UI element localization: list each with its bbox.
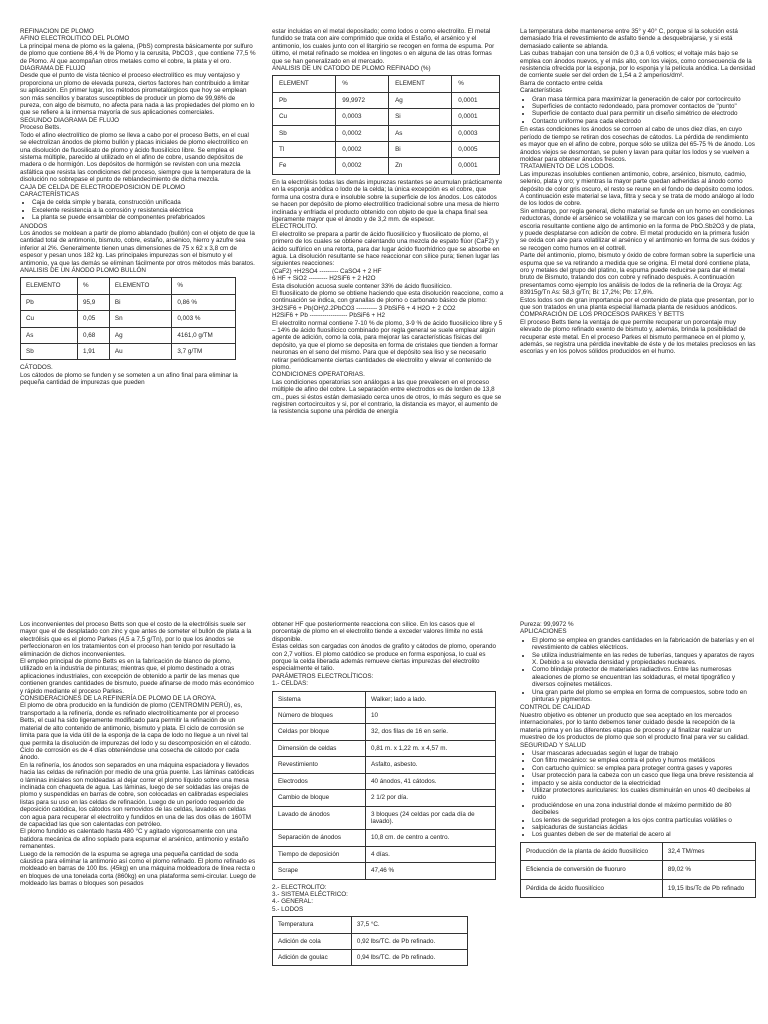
table-row	[273, 691, 496, 707]
table-cell: Temperatura	[273, 917, 352, 933]
section-heading: CONDICIONES OPERATORIAS.	[272, 371, 365, 379]
table-cell: Scrape	[273, 863, 366, 879]
table-cell: Dimensión de celdas	[273, 740, 366, 756]
table-cell: Cu	[273, 109, 336, 125]
section-heading: APLICACIONES	[520, 628, 567, 636]
paragraph: H2SiF6 + Pb ------------------ PbSiF6 + H2	[272, 312, 385, 320]
bullet-item: • Superficies de contacto redondeado, para promover contactos de "punto"	[532, 103, 756, 110]
table-row	[273, 806, 496, 830]
section-heading: SEGUNDO DIAGRAMA DE FLUJO	[20, 116, 120, 124]
table-cell: Ag	[389, 92, 452, 108]
paragraph: El electrolito se prepara a partir de ácido fluosilícico y fluosilicato de plomo, el primero de los cuales se obtiene calentando una mezcla de espato flúor (CaF2) y ácido sulfúrico en una retorta, para dar lugar ácido fluorhídrico que se absorbe en agua. La disolución resultante se hace reaccionar con sílice pura; tienen lugar las siguientes reacciones:	[272, 230, 500, 268]
table-row	[273, 724, 496, 740]
paragraph: (CaF2) +H2SO4 --------- CaSO4 + 2 HF	[272, 267, 382, 275]
bullet-item: • La planta se puede ensamblar de componentes prefabricados	[32, 214, 256, 221]
section-heading: ANALISIS DE UN CATODO DE PLOMO REFINADO (%)	[272, 65, 431, 73]
table-cell: Adición de goulac	[273, 949, 352, 965]
table-row	[273, 933, 468, 949]
table-row	[273, 949, 468, 965]
table-row	[273, 92, 500, 108]
table-cell: 0,0005	[452, 142, 500, 158]
table-row	[273, 158, 500, 174]
paragraph: Todo el afino electrolítico de plomo se lleva a cabo por el proceso Betts, en el cual se electrolizan ánodos de plomo bullón y placas iniciales de plomo electrolítico en una disolución de fluosilicato de plomo y ácido fluosilícico libre. Se emplea el sistema múltiple, parecido al utilizado en el afino de cobre, usando depósitos de madera o de hormigón. Los depósitos de hormigón se revisten con una mezcla asfáltica que resista las condiciones del proceso, siempre que la temperatura de la disolución no sobrepase el punto de reblandecimiento de dicha mezcla.	[20, 131, 251, 184]
table-cell: Zn	[389, 158, 452, 174]
bullet-list	[520, 750, 756, 839]
table-cell: Cu	[21, 311, 78, 327]
bullet-list	[520, 637, 756, 704]
table-cell: Lavado de ánodos	[273, 806, 366, 830]
section-heading: 3.- SISTEMA ELÉCTRICO:	[272, 890, 348, 898]
column-3	[520, 28, 756, 573]
table-cell: Asfalto, asbesto.	[366, 757, 496, 773]
paragraph: Sin embargo, por regla general, dicho material se funde en un horno en condiciones reductoras, donde el arsénico se volatiliza y se marcan con los gases del horno. La escoria resultante contiene algo de antimonio en la forma de PbO.Sb2O3 y de plata, y puede desplatarse con adición de cobre. El metal producido en la primera fusión se oxida con aire para volatilizar el arsénico y el antimonio en forma de sus óxidos y se recogen como humos en el cottrell.	[520, 207, 756, 252]
table-row	[21, 327, 236, 343]
bullet-item: • Con filtro mecánico: se emplea contra el polvo y humos metálicos	[532, 757, 756, 764]
paragraph: Las condiciones operatorias son análogas a las que prevalecen en el proceso múltiple de afino del cobre. La separación entre electrodos es de lorden de 13,8 cm., pues si éstos están demasiado cerca unos de otros, lo más seguro es que se registren cortocircuitos y si, por el contrario, la distancia es mayor, el aumento de la resistencia supone una pérdida de energía	[272, 378, 502, 416]
table-cell: 0,0003	[336, 109, 389, 125]
table-cell: 4 días.	[366, 846, 496, 862]
table-cell: 95,9	[78, 294, 110, 310]
section-heading: REFINACION DE PLOMO	[20, 28, 94, 35]
table-cell: Bi	[109, 294, 171, 310]
table-row	[273, 790, 496, 806]
table-cell: 0,86 %	[172, 294, 236, 310]
table-cell: 0,0002	[336, 142, 389, 158]
data-table	[272, 75, 500, 174]
data-table	[20, 277, 236, 360]
table-cell: Tiempo de deposición	[273, 846, 366, 862]
section-heading: CARACTERÍSTICAS	[20, 190, 80, 198]
paragraph: En estas condiciones los ánodos se corroen al cabo de unos diez días, en cuyo período de tiempo se retiran dos cosechas de cátodos. La pérdida de rendimiento es mayor que en el afino de cobre, porque sólo se utiliza del 65-75 % de ánodo. Los ánodos viejos se desmontan, se pulen y lavan para quitar los lodos y se vuelven a moldear para obtener ánodos frescos.	[520, 126, 755, 163]
bullet-item: • Con cartucho químico: se emplea para proteger contra gases y vapores	[532, 765, 756, 772]
paragraph: Pureza: 99,9972 %	[520, 621, 574, 628]
table-cell: ELEMENTO	[21, 278, 78, 294]
table-row	[521, 861, 756, 879]
table-cell: 0,0001	[452, 92, 500, 108]
paragraph: El plomo fundido es calentado hasta 480 °C y agitado vigorosamente con una batidora mecánica de afino soplado para espumar el arsénico, antimonio y estaño remanentes.	[20, 828, 249, 851]
column-6	[520, 621, 756, 1024]
section-heading: CONTROL DE CALIDAD	[520, 704, 591, 712]
paragraph: estar incluidas en el metal depositado; como lodos o como electrolito. El metal fundido se trata con aire comprimido que oxida el Estaño, el arsénico y el antimonio, los cuales junto con el litargirio se recogen en forma de espuma. Por último, el metal refinado se moldea en lingotes o en alguna de las otras formas que se han generalizado en el mercado.	[272, 28, 495, 65]
paragraph: 6 HF + SiO2 --------- H2SiF6 + 2 H2O	[272, 275, 376, 283]
table-cell: Si	[389, 109, 452, 125]
paragraph: Los inconvenientes del proceso Betts son que el costo de la electrólisis suele ser mayor que el de desplatado con zinc y que antes de someter el bullón de plata a la electrólisis que es el plomo Parkes (4,5 a 7,5 g/Tn), por lo que los ánodos se perfeccionaron en los tratamientos con el proceso han tenido por resultado la eliminación de dichos inconvenientes.	[20, 621, 252, 658]
table-cell: Eficiencia de conversión de fluoruro	[521, 861, 663, 879]
table-cell: ELEMENTO	[109, 278, 171, 294]
table-cell: 32,4 TM/mes	[662, 842, 755, 860]
bullet-item: • Como blindaje protector de materiales radiactivos. Entre las numerosas aleaciones de plomo se encuentran las soldaduras, el metal tipográfico y diversos cojinetes metálicos.	[532, 666, 756, 688]
table-row	[273, 142, 500, 158]
table-cell: Número de bloques	[273, 708, 366, 724]
paragraph: obtener HF que posteriormente reacciona con sílice. En los casos que el porcentaje de plomo en el electrolito tiende a exceder valores límite no está disponible.	[272, 621, 483, 643]
table-cell: 32, dos filas de 16 en serie.	[366, 724, 496, 740]
paragraph: Parte del antimonio, plomo, bismuto y óxido de cobre forman sobre la superficie una espuma que se va retirando a medida que se origina. El metal doré contiene plata, oro y metales del grupo del platino, la espuma puede reducirse para dar el metal bruto de Bismuto, tratando dos con cobre y refinado después. A continuación presentamos como ejemplo los análisis de lodos de la refinería de la Oroya: Ag: 83915g/Tn As: 58,3 g/Tn; Bi: 17,2%; Pb: 17,6%.	[520, 252, 755, 297]
table-cell: As	[21, 327, 78, 343]
section-heading: ANODOS	[20, 222, 48, 230]
paragraph: El fluosilicato de plomo se obtiene haciendo que esta disolución reaccione, como a continuación se indica, con granallas de plomo o carbonato básico de plomo:	[272, 289, 504, 305]
table-cell: Adición de cola	[273, 933, 352, 949]
bullet-item: • Superficie de contacto dual para permitir un diseño simétrico de electrodo	[532, 110, 756, 117]
table-cell: Sb	[21, 344, 78, 360]
section-heading: 2.- ELECTROLITO:	[272, 883, 327, 891]
table-row	[273, 773, 496, 789]
column-2	[272, 28, 504, 573]
section-heading: CAJA DE CELDA DE ELECTRODEPOSICION DE PLOMO	[20, 183, 186, 191]
table-cell: Bi	[389, 142, 452, 158]
table-cell: 0,94 lbs/TC. de Pb refinado.	[351, 949, 467, 965]
table-cell: ELEMENT	[273, 76, 336, 92]
table-cell: Celdas por bloque	[273, 724, 366, 740]
section-heading: ELECTROLITO.	[272, 223, 318, 231]
table-cell: Separación de ánodos	[273, 830, 366, 846]
paragraph: Las cubas trabajan con una tensión de 0,3 a 0,6 voltios; el voltaje más bajo se emplea con ánodos nuevos, y el más alto, con los viejos, como consecuencia de la resistencia ofrecida por la esponja, por lo esponja y la película anódica. La densidad de corriente suele ser del orden de 1,54 a 2 amperios/dm².	[520, 50, 756, 80]
bullet-item: • Contacto uniforme para cada electrodo	[532, 118, 756, 125]
paragraph: Los ánodos se moldean a partir de plomo ablandado (bullón) con el objeto de que la cantidad total de antimonio, bismuto, cobre, estaño, arsénico, hierro y azufre sea inferior al 2%. Generalmente tienen unas dimensiones de 75 x 62 x 3,8 cm de espesor y pesan unos 182 kg. Las principales impurezas son el bismuto y el antimonio, ya que las demás se eliminan fácilmente por otros métodos más baratos.	[20, 229, 255, 267]
section-heading: SEGURIDAD Y SALUD	[520, 741, 586, 749]
table-row	[273, 757, 496, 773]
table-row	[21, 344, 236, 360]
table-row	[273, 76, 500, 92]
section-heading: ANALISIS DE UN ÁNODO PLOMO BULLÓN	[20, 267, 146, 274]
table-cell: As	[389, 125, 452, 141]
bullet-item: • Gran masa térmica para maximizar la generación de calor por cortocircuito	[532, 96, 756, 103]
paragraph: Esta disolución acuosa suele contener 33% de ácido fluosilícico.	[272, 282, 452, 290]
table-cell: Pb	[21, 294, 78, 310]
paragraph: Estos lodos son de gran importancia por el contenido de plata que presentan, por lo que son tratados en una planta especial llamada planta de residuos anódicos.	[520, 296, 754, 312]
data-table	[272, 916, 468, 966]
table-row	[273, 740, 496, 756]
bullet-item: • Los lentes de seguridad protegen a los ojos contra partículas volátiles o	[532, 817, 756, 824]
section-heading: COMPARACIÓN DE LOS PROCESOS PARKES Y BETTS	[520, 311, 684, 319]
table-cell: 0,0001	[452, 158, 500, 174]
paragraph: El empleo principal de plomo Betts es en la fabricación de blanco de plomo, utilizado en la industria de pinturas; mientras que, el plomo destinado a otras aplicaciones industriales, con excepción de obtenido a partir de las menas que contienen grandes cantidades de bismuto, puede afinarse de modo más económico y rápido mediante el proceso Parkes.	[20, 658, 254, 695]
table-cell: Walker; lado a lado.	[366, 691, 496, 707]
table-cell: Revestimiento	[273, 757, 366, 773]
table-cell: %	[78, 278, 110, 294]
paragraph: El electrolito normal contiene 7-10 % de plomo, 3-9 % de ácido fluosilícico libre y 5 – 14% de ácido fluosilícico combinado por regla general se suele emplear algún agente de adición, como la cola, para mejorar las características físicas del depósito, ya que el plomo se deposita en forma de cristales que tienden a formar neuronas en el seno del mismo. Para que el depósito sea liso y se necesario retirar periódicamente ciertas cantidades de electrolito y elevar el contenido de plomo.	[272, 319, 503, 372]
section-heading: CÁTODOS.	[20, 364, 53, 372]
table-cell: Electrodos	[273, 773, 366, 789]
paragraph: El plomo de obra producido en la fundición de plomo (CENTROMIN PERÚ), es, transportado a la refinería, donde es refinado electrolíticamente por el proceso Betts, el cual ha sido ligeramente modificado para permitir la refinación de un material de alto contenido de antimonio, bismuto y plata. El ciclo de corrosión se limita para que la vida útil de la esponja de la capa de lodo no llegue a un nivel tal que permita la disolución de impurezas del lodo y su descomposición en el cátodo. Ciclo de corrosión es de 4 días obteniéndose una cosecha de cátodo por cada ánodo.	[20, 702, 252, 762]
paragraph: Nuestro objetivo es obtener un producto que sea aceptado en los mercados internacionales, por lo tanto debemos tener cuidado desde la recepción de la materia prima y en las diferentes etapas de proceso y al finalizar realizar un muestreo de los productos de plomo que son el producto final para ver su calidad.	[520, 711, 749, 742]
bullet-list	[520, 96, 756, 126]
section-heading: Características	[520, 87, 562, 95]
paragraph: Estas celdas son cargadas con ánodos de grafito y cátodos de plomo, operando con 2,7 voltios. El plomo catódico se produce en forma esponjosa, lo cual es porque la celda liberada además remueve ciertas impurezas del electrolito especialmente el talio.	[272, 643, 497, 673]
bullet-item: • El plomo se emplea en grandes cantidades en la fabricación de baterías y en el revestimiento de cables eléctricos.	[532, 637, 756, 652]
table-row	[21, 278, 236, 294]
paragraph: Los cátodos de plomo se funden y se someten a un afino final para eliminar la pequeña cantidad de impurezas que pueden	[20, 371, 238, 387]
table-cell: 0,0003	[452, 125, 500, 141]
section-heading: DIAGRAMA DE FLUJO	[20, 65, 86, 73]
table-cell: Pb	[273, 92, 336, 108]
bullet-item: • produciéndose en una zona industrial donde el máximo permitido de 80 decibeles	[532, 802, 756, 817]
table-cell: 0,68	[78, 327, 110, 343]
bullet-item: • Usar mascaras adecuadas según el lugar de trabajo	[532, 750, 756, 757]
bullet-item: • Usar protección para la cabeza con un casco que llega una breve resistencia al	[532, 772, 756, 779]
table-cell: Sn	[109, 311, 171, 327]
table-cell: 0,81 m. x 1,22 m. x 4,57 m.	[366, 740, 496, 756]
table-cell: 1,91	[78, 344, 110, 360]
bullet-list	[20, 199, 256, 221]
table-row	[273, 917, 468, 933]
table-cell: Au	[109, 344, 171, 360]
table-cell: Fe	[273, 158, 336, 174]
table-cell: Pérdida de ácido fluosilícico	[521, 879, 663, 897]
bullet-item: • impacto y se aisla conductor de la electricidad	[532, 780, 756, 787]
section-heading: 1.- CELDAS:	[272, 680, 309, 688]
table-cell: %	[336, 76, 389, 92]
table-cell: 4161,0 g/TM	[172, 327, 236, 343]
table-cell: Sb	[273, 125, 336, 141]
table-cell: 3 bloques (24 celdas por cada día de lavado).	[366, 806, 496, 830]
table-cell: 0,05	[78, 311, 110, 327]
paragraph: Las impurezas insolubles contienen antimonio, cobre, arsénico, bismuto, cadmio, selenio, plata y oro; y mientras la mayor parte quedan adheridas al ánodo como depósito de color gris oscuro, el resto se reune en el fondo de depósito como lodos. A continuación este material se lava, filtra y seca y se trata de modo análogo al lodo de los lodos de cobre.	[520, 170, 755, 208]
table-row	[273, 109, 500, 125]
bullet-item: • Una gran parte del plomo se emplea en forma de compuestos, sobre todo en pinturas y pigmentos.	[532, 689, 756, 704]
table-cell: Producción de la planta de ácido fluosilícico	[521, 842, 663, 860]
paragraph: Barra de contacto entre celda	[520, 79, 603, 87]
table-cell: 10,8 cm. de centro a centro.	[366, 830, 496, 846]
section-heading: CONSIDERACIONES DE LA REFINERÍA DE PLOMO DE LA OROYA.	[20, 695, 217, 703]
table-cell: 0,0002	[336, 125, 389, 141]
table-cell: 99,9972	[336, 92, 389, 108]
table-cell: 3,7 g/TM	[172, 344, 236, 360]
table-cell: %	[452, 76, 500, 92]
bullet-item: • Se utiliza industrialmente en las redes de tuberías, tanques y aparatos de rayos X. Debido a su elevada densidad y propiedades nucleares.	[532, 652, 756, 667]
column-4	[20, 621, 256, 1024]
section-heading: PARÁMETROS ELECTROLÍTICOS:	[272, 672, 374, 680]
table-cell: Sistema	[273, 691, 366, 707]
table-cell: 0,0002	[336, 158, 389, 174]
table-cell: Cambio de bloque	[273, 790, 366, 806]
column-5	[272, 621, 504, 1024]
table-row	[21, 294, 236, 310]
table-row	[273, 830, 496, 846]
table-row	[521, 842, 756, 860]
table-cell: 0,003 %	[172, 311, 236, 327]
section-heading: 4.- GENERAL:	[272, 898, 313, 906]
paragraph: Luego de la remoción de la espuma se agrega una pequeña cantidad de soda cáustica para eliminar la antimonio así como el plomo refinado. El plomo refinado es moldeado en barras de 100 lbs. (45kg) en una máquina moldeadora de línea recta o en bloques de una tonelada corta (860kg) en una plataforma semi-circular. Luego de moldeado las barras o bloques son pesados	[20, 850, 256, 888]
table-cell: Ag	[109, 327, 171, 343]
table-row	[521, 879, 756, 897]
bullet-item: • Utilizar protectores auriculares: los cuales disminuirán en unos 40 decibeles al ruido	[532, 787, 756, 802]
bullet-item: • Los guantes deben de ser de material de acero al	[532, 831, 756, 838]
section-heading: 5.- LODOS	[272, 905, 304, 913]
table-cell: 0,92 lbs/TC. de Pb refinado.	[351, 933, 467, 949]
table-cell: 40 ánodos, 41 cátodos.	[366, 773, 496, 789]
bullet-item: • Excelente resistencia a la corrosión y resistencia eléctrica	[32, 207, 256, 214]
table-cell: 19,15 lbs/Tc de Pb refinado	[662, 879, 755, 897]
paragraph: El proceso Betts tiene la ventaja de que permite recuperar un porcentaje muy elevado de plomo refinado exento de bismuto y, además, brinda la posibilidad de recuperar este metal. En el proceso Parkes el bismuto permanece en el plomo y, además, se registra una pérdida inevitable de éste y de los metales preciosos en las escorias y en los polvos sólidos producidos en el humo.	[520, 318, 756, 356]
table-row	[273, 708, 496, 724]
data-table	[272, 691, 496, 880]
bullet-item: • Caja de celda simple y barata, construcción unificada	[32, 199, 256, 206]
table-cell: 37,5 °C.	[351, 917, 467, 933]
paragraph: En la electrólisis todas las demás impurezas restantes se acumulan prácticamente en la esponja anódica o lodo de la celda; la única excepción es el cobre, que forma una costra dura e insoluble sobre la superficie de los ánodos. Los cátodos se hacen por depósito de plomo electrolítico tradicional sobre una mesa de hierro inclinada y enfriada el producto obtenido con objeto de que la chapa final sea ligeramente mayor que el ánodo y de 3,2 mm. de espesor.	[272, 178, 503, 223]
paragraph: En la refinería, los ánodos son separados en una máquina espaciadora y llevados hacia las celdas de refinación por medio de una grúa puente. Las láminas catódicas o láminas iniciales son moldeadas al dejar correr el plomo líquido sobre una mesa inclinada con chaqueta de agua. Las láminas, luego de ser soldadas las orejas de plomo y suspendidas en barras de cobre, son colocadas en calibradas especiales listas para su uso en las celdas de refinación. Luego de un período requerido de deposición catódica, los cátodos son removidos de las celdas, lavados en celdas con agua para recuperar el electrolito y fundidos en una de las dos ollas de 160TM de capacidad las que son calentadas con petróleo.	[20, 761, 255, 828]
bullet-item: • salpicaduras de sustancias ácidas	[532, 824, 756, 831]
paragraph: La temperatura debe mantenerse entre 35° y 40° C, porque si la solución está demasiado fría el revestimiento de asfalto tiende a desquebrajarse, y si está demasiado caliente se ablanda.	[520, 28, 738, 50]
table-row	[21, 311, 236, 327]
table-cell: ELEMENT	[389, 76, 452, 92]
table-cell: 2 1/2 por día.	[366, 790, 496, 806]
data-table	[520, 842, 756, 898]
table-row	[273, 846, 496, 862]
table-cell: 0,0001	[452, 109, 500, 125]
table-cell: 10	[366, 708, 496, 724]
table-row	[273, 863, 496, 879]
table-cell: 89,02 %	[662, 861, 755, 879]
paragraph: 3H2SiF6 + Pb(OH)2.2PbCO3 ---------- 3 PbSiF6 + 4 H2O + 2 CO2	[272, 304, 456, 312]
paragraph: Desde que el punto de vista técnico el proceso electrolítico es muy ventajoso y proporciona un plomo de elevada pureza, ciertos factores han contribuido a limitar su aplicación. En primer lugar, los métodos pirometalúrgicos que hoy se emplean son más sencillos y baratos susceptibles de producir un plomo de 99,98% de pureza, con algo de bismuto, no afecta para nada a las propiedades del plomo en lo que se refiere a la inmensa mayoría de sus aplicaciones comerciales.	[20, 72, 255, 117]
table-cell: Tl	[273, 142, 336, 158]
table-cell: 47,46 %	[366, 863, 496, 879]
table-row	[273, 125, 500, 141]
table-cell: %	[172, 278, 236, 294]
paragraph: Proceso Betts.	[20, 124, 61, 132]
paragraph: La principal mena de plomo es la galena, (PbS) compresta básicamente por sulfuro de plomo que contiene 86,4 % de Plomo y la cerusita, PbCO3 , que contiene 77,5 % de Plomo. Al que acompañan otros metales como el cobre, la plata y el oro.	[20, 42, 256, 65]
section-heading: AFINO ELECTROLITICO DEL PLOMO	[20, 35, 130, 43]
column-1	[20, 28, 256, 573]
section-heading: TRATAMIENTO DE LOS LODOS.	[520, 163, 615, 171]
